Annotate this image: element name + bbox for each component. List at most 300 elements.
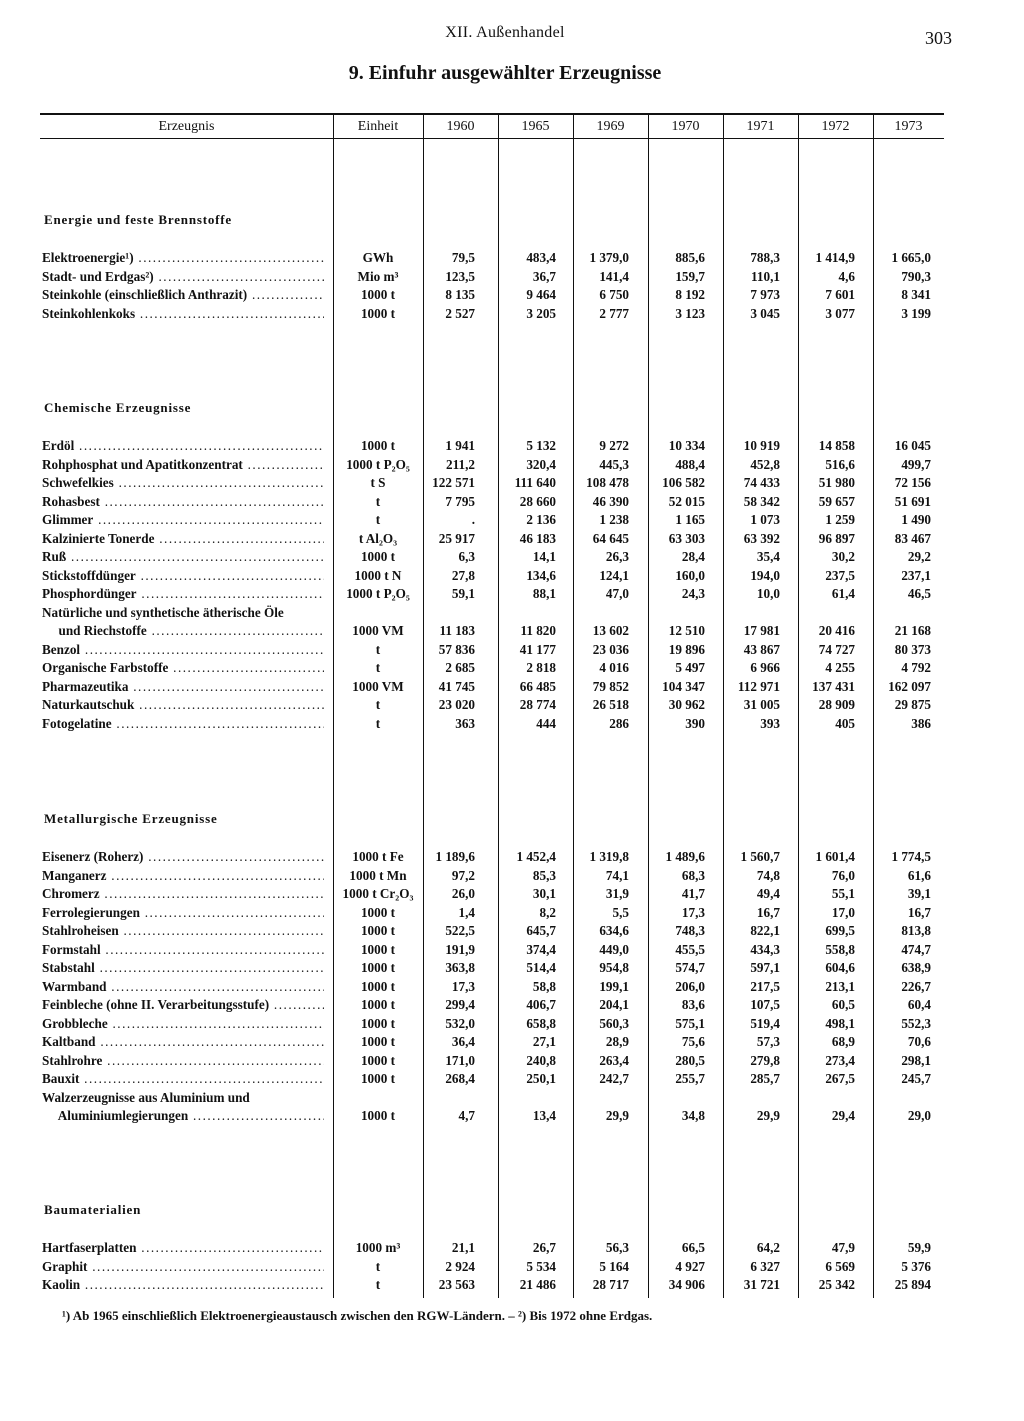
row-label: Naturkautschuk .....: [42, 697, 324, 713]
cell-1965: 21 486: [519, 1277, 556, 1292]
table-row: [0, 457, 1024, 475]
cell-1965: 406,7: [526, 997, 556, 1012]
row-label: Stabstahl .....: [42, 960, 324, 976]
column-header-1970: 1970: [671, 119, 700, 134]
cell-1960: 268,4: [445, 1071, 475, 1086]
cell-1970: 10 334: [668, 438, 705, 453]
cell-1971: 17 981: [743, 623, 780, 638]
cell-1973: 8 341: [901, 287, 931, 302]
cell-1971: 112 971: [737, 678, 780, 694]
row-unit: 1000 t: [360, 1108, 396, 1123]
row-label: Ferrolegierungen .....: [42, 905, 324, 921]
cell-1969: 47,0: [605, 586, 629, 601]
table-row: [0, 1259, 1024, 1277]
table-row: [0, 531, 1024, 549]
cell-1965: 41 177: [519, 641, 556, 657]
cell-1973: 162 097: [888, 678, 931, 694]
cell-1970: 41,7: [681, 886, 705, 901]
row-unit: 1000 t Fe: [352, 849, 404, 864]
cell-1971: 49,4: [756, 886, 780, 901]
cell-1972: 137 431: [812, 678, 855, 694]
cell-1972: 47,9: [831, 1240, 855, 1255]
column-header-1960: 1960: [446, 119, 475, 134]
cell-1965: 9 464: [526, 287, 556, 302]
cell-1970: 63 303: [668, 530, 705, 546]
cell-1970: 574,7: [675, 960, 705, 975]
column-header-product: Erzeugnis: [158, 119, 215, 134]
row-unit: t: [375, 697, 381, 712]
cell-1970: 34,8: [681, 1108, 705, 1123]
cell-1965: 36,7: [532, 268, 556, 284]
cell-1970: 12 510: [668, 623, 705, 638]
cell-1970: 104 347: [662, 678, 705, 694]
cell-1970: 159,7: [675, 268, 705, 284]
cell-1969: 56,3: [605, 1240, 629, 1255]
cell-1972: 3 077: [825, 305, 855, 321]
table-row: [0, 438, 1024, 456]
cell-1969: 1 319,8: [589, 849, 629, 864]
cell-1970: 4 927: [675, 1258, 705, 1274]
cell-1969: 263,4: [599, 1052, 629, 1068]
cell-1960: 41 745: [438, 678, 475, 694]
row-label: Bauxit .....: [42, 1071, 324, 1087]
section-title: Baumaterialien: [44, 1202, 142, 1217]
cell-1969: 6 750: [599, 287, 629, 302]
cell-1971: 393: [760, 715, 780, 731]
cell-1972: 1 259: [825, 512, 855, 527]
cell-1973: 474,7: [901, 941, 931, 957]
row-label: Stahlrohre .....: [42, 1053, 324, 1069]
row-unit: 1000 t: [360, 305, 396, 321]
row-unit: t: [375, 660, 381, 675]
cell-1972: 213,1: [825, 978, 855, 994]
column-header-1969: 1969: [596, 119, 625, 134]
row-unit: 1000 t: [360, 549, 396, 564]
cell-1971: 7 973: [750, 287, 780, 302]
row-unit: 1000 t N: [354, 567, 402, 583]
cell-1960: 1 941: [445, 438, 475, 453]
cell-1971: 217,5: [750, 978, 780, 994]
cell-1969: 141,4: [599, 268, 629, 284]
cell-1965: 2 818: [526, 660, 556, 675]
cell-1970: 455,5: [675, 941, 705, 957]
row-unit: 1000 m³: [355, 1240, 401, 1255]
cell-1965: 5 534: [526, 1258, 556, 1274]
column-header-unit: Einheit: [357, 119, 399, 134]
cell-1965: 28 660: [519, 493, 556, 509]
cell-1965: 514,4: [526, 960, 556, 975]
row-unit: 1000 t: [360, 978, 396, 994]
cell-1969: 64 645: [592, 530, 629, 546]
cell-1969: 445,3: [599, 456, 629, 472]
cell-1972: 4 255: [825, 660, 855, 675]
cell-1969: 108 478: [586, 475, 629, 490]
cell-1972: 60,5: [831, 997, 855, 1012]
row-label: Ruß .....: [42, 549, 324, 565]
cell-1971: 107,5: [750, 997, 780, 1012]
cell-1973: 552,3: [901, 1015, 931, 1031]
cell-1965: 250,1: [526, 1071, 556, 1086]
cell-1973: 1 665,0: [891, 250, 931, 265]
row-label: und Riechstoffe .....: [42, 623, 324, 639]
row-unit: t S: [370, 475, 386, 490]
cell-1973: 46,5: [907, 586, 931, 601]
cell-1973: 21 168: [894, 623, 931, 638]
cell-1973: 237,1: [901, 567, 931, 583]
cell-1972: 558,8: [825, 941, 855, 957]
cell-1970: 75,6: [681, 1034, 705, 1049]
row-unit: t: [375, 715, 381, 731]
cell-1969: 954,8: [599, 960, 629, 975]
cell-1972: 1 414,9: [815, 250, 855, 265]
table-row: [0, 979, 1024, 997]
cell-1972: 4,6: [838, 268, 855, 284]
cell-1965: 28 774: [519, 697, 556, 712]
row-label: Pharmazeutika .....: [42, 679, 324, 695]
cell-1969: 560,3: [599, 1015, 629, 1031]
cell-1970: 17,3: [681, 904, 705, 920]
section-title: Energie und feste Brennstoffe: [44, 212, 232, 227]
cell-1972: 25 342: [818, 1277, 855, 1292]
cell-1973: 298,1: [901, 1052, 931, 1068]
cell-1965: 658,8: [526, 1015, 556, 1031]
cell-1969: 5 164: [599, 1258, 629, 1274]
cell-1972: 29,4: [831, 1108, 855, 1123]
table-row: [0, 623, 1024, 641]
cell-1965: 46 183: [519, 530, 556, 546]
table-row: [0, 250, 1024, 268]
cell-1960: 25 917: [438, 530, 475, 546]
table-row: [0, 1108, 1024, 1126]
cell-1965: 11 820: [520, 623, 556, 638]
cell-1972: 699,5: [825, 923, 855, 938]
cell-1960: 8 135: [445, 287, 475, 302]
cell-1973: 1 774,5: [891, 849, 931, 864]
cell-1973: 70,6: [907, 1034, 931, 1049]
cell-1969: 46 390: [592, 493, 629, 509]
cell-1960: 79,5: [451, 250, 475, 265]
cell-1970: 24,3: [681, 586, 705, 601]
cell-1969: 286: [609, 715, 629, 731]
cell-1960: 36,4: [451, 1034, 475, 1049]
cell-1960: 17,3: [451, 978, 475, 994]
row-label: Warmband .....: [42, 979, 324, 995]
cell-1960: 122 571: [432, 475, 475, 490]
cell-1973: 29,0: [907, 1108, 931, 1123]
table-row: [0, 642, 1024, 660]
row-label: Graphit .....: [42, 1259, 324, 1275]
row-label: Stahlroheisen .....: [42, 923, 324, 939]
cell-1969: 29,9: [605, 1108, 629, 1123]
cell-1970: 390: [685, 715, 705, 731]
table-row: [0, 716, 1024, 734]
table-row: [0, 287, 1024, 305]
row-label: Fotogelatine .....: [42, 716, 324, 732]
cell-1969: 26 518: [592, 697, 629, 712]
cell-1972: 237,5: [825, 567, 855, 583]
row-unit: 1000 VM: [352, 623, 404, 638]
table-row: [0, 586, 1024, 604]
table-title: 9. Einfuhr ausgewählter Erzeugnisse: [348, 62, 662, 84]
cell-1960: 11 183: [439, 623, 475, 638]
cell-1970: 8 192: [675, 287, 705, 302]
cell-1971: 279,8: [750, 1052, 780, 1068]
cell-1972: 51 980: [818, 475, 855, 490]
cell-1960: 211,2: [446, 456, 475, 472]
table-row: [0, 942, 1024, 960]
table-row: [0, 697, 1024, 715]
row-label: Kaolin .....: [42, 1277, 324, 1293]
cell-1972: 61,4: [831, 586, 855, 601]
row-label: Grobbleche .....: [42, 1016, 324, 1032]
cell-1973: 3 199: [901, 305, 931, 321]
cell-1970: 206,0: [675, 978, 705, 994]
cell-1970: 160,0: [675, 567, 705, 583]
cell-1973: 60,4: [907, 997, 931, 1012]
cell-1971: 57,3: [756, 1034, 780, 1049]
cell-1971: 74,8: [756, 867, 780, 883]
cell-1972: 604,6: [825, 960, 855, 975]
cell-1965: 27,1: [532, 1034, 556, 1049]
cell-1960: 1,4: [458, 904, 475, 920]
cell-1965: 645,7: [526, 923, 556, 938]
cell-1960: 2 685: [445, 660, 475, 675]
row-label: Manganerz .....: [42, 868, 324, 884]
table-row: [0, 886, 1024, 904]
cell-1965: 2 136: [526, 512, 556, 527]
cell-1960: 123,5: [445, 268, 475, 284]
row-unit: t: [375, 512, 381, 527]
table-row: [0, 868, 1024, 886]
cell-1972: 76,0: [831, 867, 855, 883]
cell-1972: 17,0: [831, 904, 855, 920]
cell-1965: 88,1: [532, 586, 556, 601]
table-row: [0, 849, 1024, 867]
cell-1971: 6 327: [750, 1258, 780, 1274]
cell-1972: 59 657: [818, 493, 855, 509]
cell-1969: 242,7: [599, 1071, 629, 1086]
cell-1965: 30,1: [532, 886, 556, 901]
cell-1969: 199,1: [599, 978, 629, 994]
cell-1972: 405: [835, 715, 855, 731]
cell-1971: 1 560,7: [740, 849, 780, 864]
row-unit: 1000 t P₂O₅: [346, 586, 410, 601]
cell-1971: 452,8: [750, 456, 780, 472]
cell-1972: 7 601: [825, 287, 855, 302]
row-label: Benzol .....: [42, 642, 324, 658]
cell-1971: 788,3: [750, 250, 780, 265]
row-label: Formstahl .....: [42, 942, 324, 958]
cell-1960: 23 020: [438, 697, 475, 712]
cell-1972: 20 416: [818, 623, 855, 638]
cell-1960: 363: [455, 715, 475, 731]
cell-1970: 5 497: [675, 660, 705, 675]
cell-1965: 8,2: [539, 904, 556, 920]
cell-1965: 5 132: [526, 438, 556, 453]
cell-1960: 57 836: [438, 641, 475, 657]
column-header-1965: 1965: [521, 119, 550, 134]
cell-1965: 1 452,4: [516, 849, 556, 864]
table-row: [0, 568, 1024, 586]
cell-1960: 1 189,6: [435, 849, 475, 864]
cell-1970: 575,1: [675, 1015, 705, 1031]
row-label: Hartfaserplatten .....: [42, 1240, 324, 1256]
cell-1960: 59,1: [451, 586, 475, 601]
cell-1970: 255,7: [675, 1071, 705, 1086]
cell-1960: 7 795: [445, 493, 475, 509]
cell-1970: 34 906: [668, 1277, 705, 1292]
cell-1960: 191,9: [445, 941, 475, 957]
cell-1969: 79 852: [592, 678, 629, 694]
row-unit: 1000 t Mn: [349, 867, 407, 883]
table-row: [0, 475, 1024, 493]
cell-1960: 2 527: [445, 305, 475, 321]
table-row: [0, 660, 1024, 678]
section-title: Chemische Erzeugnisse: [44, 400, 192, 415]
cell-1965: 14,1: [532, 549, 556, 564]
row-unit: 1000 t: [360, 438, 396, 453]
cell-1970: 280,5: [675, 1052, 705, 1068]
cell-1973: 499,7: [901, 456, 931, 472]
cell-1973: 39,1: [907, 886, 931, 901]
table-row: [0, 1240, 1024, 1258]
cell-1973: 80 373: [894, 641, 931, 657]
cell-1973: 83 467: [894, 530, 931, 546]
cell-1965: 58,8: [532, 978, 556, 994]
cell-1970: 66,5: [681, 1240, 705, 1255]
cell-1972: 74 727: [818, 641, 855, 657]
cell-1973: 25 894: [894, 1277, 931, 1292]
cell-1972: 55,1: [831, 886, 855, 901]
cell-1973: 226,7: [901, 978, 931, 994]
cell-1973: 72 156: [894, 475, 931, 490]
table-row: [0, 549, 1024, 567]
row-label: Kalzinierte Tonerde .....: [42, 531, 324, 547]
cell-1971: 63 392: [743, 530, 780, 546]
row-label: Rohphosphat und Apatitkonzentrat .....: [42, 457, 324, 473]
cell-1969: 26,3: [605, 549, 629, 564]
cell-1969: 449,0: [599, 941, 629, 957]
table-row: [0, 269, 1024, 287]
cell-1971: 3 045: [750, 305, 780, 321]
cell-1973: 638,9: [901, 960, 931, 975]
cell-1971: 10,0: [756, 586, 780, 601]
cell-1969: 28,9: [605, 1034, 629, 1049]
cell-1969: 124,1: [599, 567, 629, 583]
cell-1973: 61,6: [907, 867, 931, 883]
cell-1970: 19 896: [668, 641, 705, 657]
cell-1960: 363,8: [445, 960, 475, 975]
cell-1965: 3 205: [526, 305, 556, 321]
cell-1965: 374,4: [526, 941, 556, 957]
table-row: [0, 1090, 1024, 1108]
table-row: [0, 997, 1024, 1015]
row-label: Aluminiumlegierungen .....: [42, 1108, 324, 1124]
row-unit: t Al₂O₃: [358, 530, 398, 546]
cell-1969: 634,6: [599, 923, 629, 938]
row-unit: 1000 t: [360, 1015, 396, 1031]
cell-1973: 790,3: [901, 268, 931, 284]
row-label: Schwefelkies .....: [42, 475, 324, 491]
cell-1960: 21,1: [451, 1240, 475, 1255]
cell-1965: 483,4: [526, 250, 556, 265]
cell-1971: 434,3: [750, 941, 780, 957]
cell-1972: 6 569: [825, 1258, 855, 1274]
cell-1960: 522,5: [445, 923, 475, 938]
row-unit: GWh: [362, 250, 394, 265]
row-label: Elektroenergie¹) .....: [42, 250, 324, 266]
cell-1965: 134,6: [526, 567, 556, 583]
cell-1965: 13,4: [532, 1108, 556, 1123]
row-label: Chromerz .....: [42, 886, 324, 902]
cell-1973: 16 045: [894, 438, 931, 453]
cell-1970: 68,3: [681, 867, 705, 883]
table-row: [0, 1034, 1024, 1052]
row-unit: 1000 t: [360, 941, 396, 957]
cell-1973: 16,7: [907, 904, 931, 920]
cell-1971: 35,4: [756, 549, 780, 564]
cell-1972: 1 601,4: [815, 849, 855, 864]
cell-1973: 5 376: [901, 1258, 931, 1274]
row-label: Glimmer .....: [42, 512, 324, 528]
cell-1973: 813,8: [901, 923, 931, 938]
table-row: [0, 1016, 1024, 1034]
cell-1973: 386: [911, 715, 931, 731]
cell-1970: 885,6: [675, 250, 705, 265]
row-unit: 1000 t: [360, 1034, 396, 1049]
cell-1969: 1 379,0: [589, 250, 629, 265]
cell-1972: 273,4: [825, 1052, 855, 1068]
cell-1969: 13 602: [592, 623, 629, 638]
cell-1971: 64,2: [756, 1240, 780, 1255]
row-unit: Mio m³: [357, 268, 399, 284]
cell-1970: 52 015: [668, 493, 705, 509]
cell-1973: 51 691: [894, 493, 931, 509]
table-row: [0, 960, 1024, 978]
row-label: Natürliche und synthetische ätherische Öle: [42, 604, 284, 620]
column-header-1971: 1971: [746, 119, 775, 134]
footnote: ¹) Ab 1965 einschließlich Elektroenergieaustausch zwischen den RGW-Ländern. – ²) Bis 1972 ohne Erdgas.: [62, 1308, 653, 1323]
cell-1970: 1 165: [675, 512, 705, 527]
row-unit: t: [375, 1277, 381, 1292]
row-unit: 1000 t: [360, 1052, 396, 1068]
cell-1971: 1 073: [750, 512, 780, 527]
cell-1970: 1 489,6: [665, 849, 705, 864]
row-label: Phosphordünger .....: [42, 586, 324, 602]
table-row: [0, 512, 1024, 530]
cell-1965: 320,4: [526, 456, 556, 472]
cell-1965: 240,8: [526, 1052, 556, 1068]
cell-1971: 74 433: [743, 475, 780, 490]
cell-1969: 1 238: [599, 512, 629, 527]
cell-1960: 23 563: [438, 1277, 475, 1292]
table-row: [0, 306, 1024, 324]
cell-1973: 245,7: [901, 1071, 931, 1086]
row-unit: 1000 t Cr₂O₃: [342, 886, 414, 901]
cell-1971: 6 966: [750, 660, 780, 675]
cell-1960: 27,8: [451, 567, 475, 583]
cell-1969: 23 036: [592, 641, 629, 657]
cell-1970: 748,3: [675, 923, 705, 938]
row-label: Erdöl .....: [42, 438, 324, 454]
cell-1970: 28,4: [681, 549, 705, 564]
table-row: [0, 1053, 1024, 1071]
row-unit: 1000 t: [360, 960, 396, 975]
cell-1960: 26,0: [451, 886, 475, 901]
cell-1971: 597,1: [750, 960, 780, 975]
cell-1971: 58 342: [743, 493, 780, 509]
row-unit: t: [375, 641, 381, 657]
